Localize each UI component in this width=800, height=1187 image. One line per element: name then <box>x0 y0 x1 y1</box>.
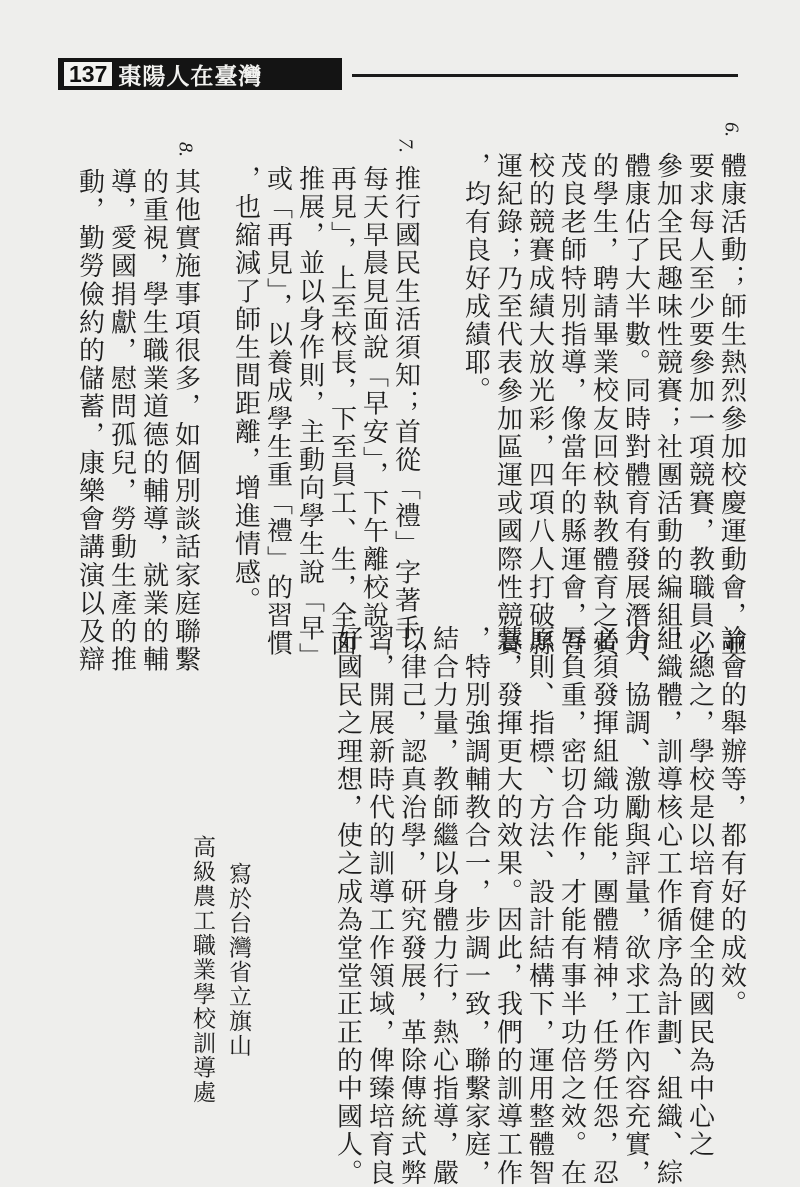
header-rule <box>352 74 738 77</box>
text-column: 導，愛國捐獻，慰問孤兒，勞動生產的推 <box>106 168 137 674</box>
signature-line-2: 高級農工職業學校訓導處 <box>189 835 215 1105</box>
text-column: 動，勤勞儉約的儲蓄，康樂會講演以及辯 <box>74 168 105 674</box>
text-column: 或「再見」，以養成學生重「禮」的習慣 <box>262 165 293 658</box>
text-column: 其他實施事項很多，如個別談話家庭聯繫 <box>170 168 201 674</box>
page-number: 137 <box>63 61 113 87</box>
text-column: 原則、指標、方法、設計結構下，運用整體智 <box>524 625 555 1187</box>
text-column: 慧，發揮更大的效果。因此，我們的訓導工作 <box>492 625 523 1187</box>
text-column: ，也縮減了師生間距離，增進情感。 <box>230 165 261 615</box>
text-column: 論會的舉辦等，都有好的成效。 <box>716 625 747 1019</box>
item-8-number: 8. <box>174 142 197 157</box>
text-column: 校的競賽成績大放光彩，四項八人打破縣 <box>524 152 555 658</box>
text-column: 再見」，上至校長，下至員工、生，全面 <box>326 165 357 658</box>
text-column: ，均有良好成績耶。 <box>460 152 491 405</box>
running-title: 棗陽人在臺灣 <box>118 62 263 90</box>
text-column: 的學生，聘請畢業校友回校執教體育之黃 <box>588 152 619 658</box>
text-column: 總之，學校是以培育健全的國民為中心之 <box>684 625 715 1159</box>
text-column: 推行國民生活須知；首從「禮」字著手， <box>390 165 421 671</box>
text-column: 推展，並以身作則，主動向學生說「早」 <box>294 165 325 671</box>
signature-line-1: 寫於台灣省立旗山 <box>225 862 251 1058</box>
text-column: 體康佔了大半數。同時對體育有發展潛力 <box>620 152 651 658</box>
text-column: 運紀錄；乃至代表參加區運或國際性競賽 <box>492 152 523 658</box>
text-column: 必須發揮組織功能，團體精神，任勞任怨，忍 <box>588 625 619 1187</box>
page-header <box>58 58 342 90</box>
text-column: 結合力量，教師繼以身體力行，熱心指導，嚴 <box>428 625 459 1187</box>
text-column: ，特別強調輔教合一，步調一致，聯繫家庭， <box>460 625 491 1187</box>
item-8-number-col <box>170 142 200 157</box>
text-column: 體康活動；師生熱烈參加校慶運動會，並 <box>716 152 747 658</box>
text-column: 習，開展新時代的訓導工作領域，俾臻培育良 <box>364 625 395 1187</box>
item-7-number-col <box>390 138 420 153</box>
item-7-number: 7. <box>394 138 417 153</box>
text-column: 好國民之理想，使之成為堂堂正正的中國人。 <box>332 625 363 1187</box>
item-6-number: 6. <box>720 122 743 137</box>
text-column: 要求每人至少要參加一項競賽，教職員必 <box>684 152 715 658</box>
text-column: 茂良老師特別指導，像當年的縣運會，吾 <box>556 152 587 658</box>
text-column: 組織體，訓導核心工作循序為計劃、組織、綜 <box>652 625 683 1187</box>
text-column: 每天早晨見面說「早安」，下午離校說「 <box>358 165 389 658</box>
item-6-number-col <box>716 122 746 137</box>
text-column: 參加全民趣味性競賽；社團活動的編組， <box>652 152 683 658</box>
text-column: 辱負重，密切合作，才能有事半功倍之效。在 <box>556 625 587 1187</box>
text-column: 合、協調、激勵與評量，欲求工作內容充實， <box>620 625 651 1187</box>
text-column: 的重視，學生職業道德的輔導，就業的輔 <box>138 168 169 674</box>
text-column: 以律己，認真治學，研究發展，革除傳統式弊 <box>396 625 427 1187</box>
